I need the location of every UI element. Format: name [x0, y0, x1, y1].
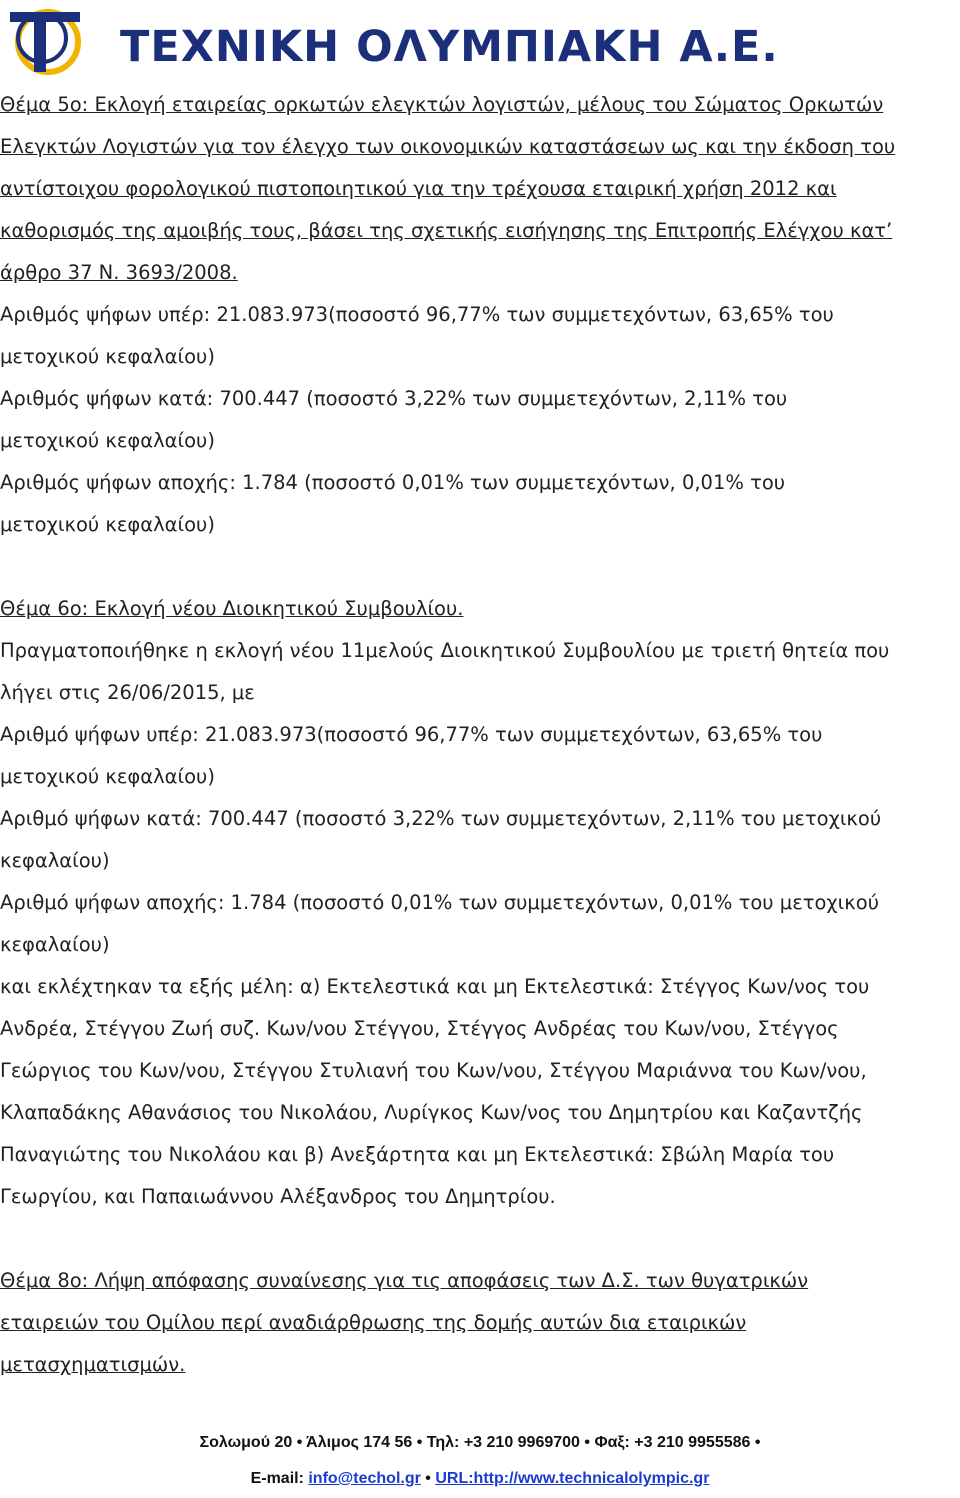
- topic5-line-1: Θέμα 5ο: Εκλογή εταιρείας ορκωτών ελεγκτών λογιστών, μέλους του Σώματος Ορκωτών: [0, 93, 884, 116]
- company-name: ΤΕΧΝΙΚΗ ΟΛΥΜΠΙΑΚΗ Α.Ε.: [120, 22, 779, 72]
- topic6-line-1: Πραγματοποιήθηκε η εκλογή νέου 11μελούς Διοικητικού Συμβουλίου με τριετή θητεία που: [0, 639, 890, 662]
- footer-contact: [0, 1470, 960, 1488]
- board-members-line-3: Γεώργιος του Κων/νου, Στέγγου Στυλιανή του Κων/νου, Στέγγου Μαριάννα του Κων/νου,: [0, 1059, 867, 1082]
- board-members-line-4: Κλαπαδάκης Αθανάσιος του Νικολάου, Λυρίγκος Κων/νος του Δημητρίου και Καζαντζής: [0, 1101, 863, 1124]
- website-link[interactable]: URL:http://www.technicalolympic.gr: [435, 1470, 710, 1487]
- topic8-line-2: εταιρειών του Ομίλου περί αναδιάρθρωσης της δομής αυτών δια εταιρικών: [0, 1311, 747, 1334]
- votes-against-text: Αριθμός ψήφων κατά: 700.447 (ποσοστό 3,22% των συμμετεχόντων, 2,11% του: [0, 387, 788, 410]
- topic6-votes-abstain: Αριθμό ψήφων αποχής: 1.784 (ποσοστό 0,01% των συμμετεχόντων, 0,01% του μετοχικού: [0, 891, 879, 914]
- topic6-heading: Θέμα 6ο: Εκλογή νέου Διοικητικού Συμβουλίου.: [0, 597, 464, 620]
- topic6-votes-against-continued: κεφαλαίου): [0, 849, 110, 872]
- topic6-votes-for: Αριθμό ψήφων υπέρ: 21.083.973(ποσοστό 96,77% των συμμετεχόντων, 63,65% του: [0, 723, 823, 746]
- topic6-line-2: λήγει στις 26/06/2015, με: [0, 681, 255, 704]
- votes-abstain-text: Αριθμός ψήφων αποχής: 1.784 (ποσοστό 0,01% των συμμετεχόντων, 0,01% του: [0, 471, 786, 494]
- company-logo-icon: [4, 4, 92, 76]
- letterhead: [0, 0, 960, 80]
- topic5-line-2: Ελεγκτών Λογιστών για τον έλεγχο των οικονομικών καταστάσεων ως και την έκδοση του: [0, 135, 896, 158]
- board-members-line-1: και εκλέχτηκαν τα εξής μέλη: α) Εκτελεστικά και μη Εκτελεστικά: Στέγγος Κων/νος του: [0, 975, 870, 998]
- topic6-votes-for-continued: μετοχικού κεφαλαίου): [0, 765, 215, 788]
- email-link[interactable]: info@techol.gr: [308, 1470, 421, 1487]
- topic5-line-3: αντίστοιχου φορολογικού πιστοποιητικού για την τρέχουσα εταιρική χρήση 2012 και: [0, 177, 837, 200]
- topic6-votes-abstain-continued: κεφαλαίου): [0, 933, 110, 956]
- footer-separator: •: [420, 1470, 436, 1487]
- footer-address: Σολωμού 20 • Άλιμος 174 56 • Τηλ: +3 210 9969700 • Φαξ: +3 210 9955586 •: [199, 1434, 761, 1451]
- votes-abstain-continued: μετοχικού κεφαλαίου): [0, 513, 215, 536]
- votes-against-continued: μετοχικού κεφαλαίου): [0, 429, 215, 452]
- board-members-line-6: Γεωργίου, και Παπαιωάννου Αλέξανδρος του Δημητρίου.: [0, 1185, 556, 1208]
- votes-for-continued: μετοχικού κεφαλαίου): [0, 345, 215, 368]
- board-members-line-5: Παναγιώτης του Νικολάου και β) Ανεξάρτητα και μη Εκτελεστικά: Σβώλη Μαρία του: [0, 1143, 835, 1166]
- topic5-line-5: άρθρο 37 Ν. 3693/2008.: [0, 261, 238, 284]
- votes-for-text: Αριθμός ψήφων υπέρ: 21.083.973(ποσοστό 96,77% των συμμετεχόντων, 63,65% του: [0, 303, 834, 326]
- topic6-votes-against: Αριθμό ψήφων κατά: 700.447 (ποσοστό 3,22% των συμμετεχόντων, 2,11% του μετοχικού: [0, 807, 882, 830]
- board-members-line-2: Ανδρέα, Στέγγου Ζωή συζ. Κων/νου Στέγγου, Στέγγος Ανδρέας του Κων/νου, Στέγγος: [0, 1017, 839, 1040]
- topic8-line-3: μετασχηματισμών.: [0, 1353, 186, 1376]
- topic5-line-4: καθορισμός της αμοιβής τους, βάσει της σχετικής εισήγησης της Επιτροπής Ελέγχου κατ’: [0, 219, 893, 242]
- email-label: E-mail:: [250, 1470, 309, 1487]
- topic8-line-1: Θέμα 8ο: Λήψη απόφασης συναίνεσης για τις αποφάσεις των Δ.Σ. των θυγατρικών: [0, 1269, 809, 1292]
